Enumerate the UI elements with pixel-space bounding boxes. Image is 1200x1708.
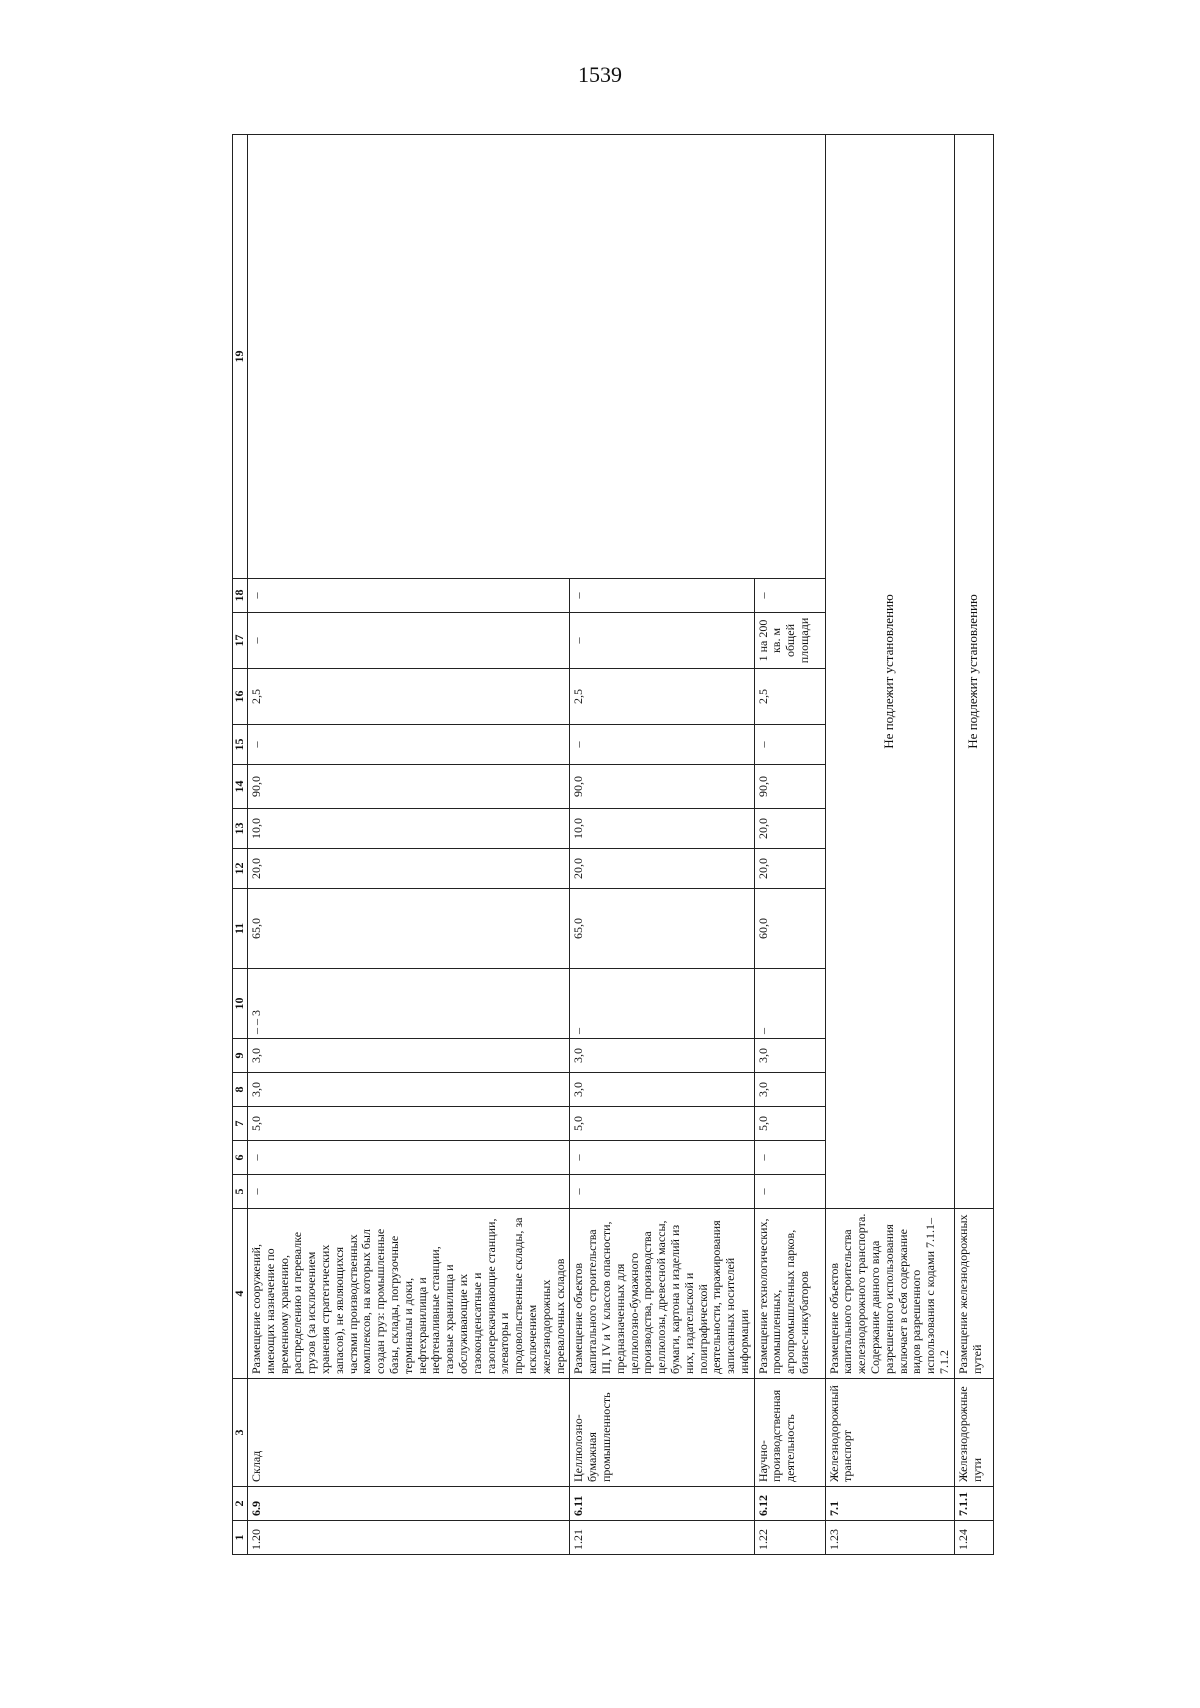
cell-17: – [570, 613, 754, 669]
use-description: Размещение сооружений, имеющих назначение по временному хранению, распределению и перевалке грузов (за исключением хранения стратегических запасов), не являющихся частями производственных комплексов, на которых был создан груз: промышленные базы, склады, погрузочные терминалы и доки, нефтехранилища и нефтеналивные станции, газовые хранилища и обслуживающие их газоконденсатные и газоперекачивающие станции, элеваторы и продовольственные склады, за исключением железнодорожных перевалочных складов [248, 1209, 570, 1379]
rotated-table-container [232, 135, 992, 1555]
use-code: 7.1 [825, 1487, 954, 1521]
cell-15: – [248, 725, 570, 765]
header-cell: 9 [233, 1039, 248, 1073]
header-cell: 4 [233, 1209, 248, 1379]
cell-8: 3,0 [570, 1073, 754, 1107]
cell-7: 5,0 [754, 1107, 825, 1141]
use-name: Железнодорожные пути [954, 1379, 993, 1487]
use-description: Размещение технологических, промышленных, агропромышленных парков, бизнес-инкубаторов [754, 1209, 825, 1379]
cell-13: 10,0 [248, 809, 570, 849]
header-cell: 18 [233, 579, 248, 613]
header-cell: 2 [233, 1487, 248, 1521]
header-cell: 16 [233, 669, 248, 725]
cell-12: 20,0 [248, 849, 570, 889]
row-number: 1.21 [570, 1521, 754, 1555]
cell-5: – [570, 1175, 754, 1209]
header-cell: 11 [233, 889, 248, 969]
use-name: Склад [248, 1379, 570, 1487]
use-code: 6.9 [248, 1487, 570, 1521]
cell-19 [248, 135, 826, 579]
cell-15: – [570, 725, 754, 765]
header-cell: 10 [233, 969, 248, 1039]
header-cell: 1 [233, 1521, 248, 1555]
cell-11: 60,0 [754, 889, 825, 969]
cell-14: 90,0 [248, 765, 570, 809]
cell-15: – [754, 725, 825, 765]
header-cell: 13 [233, 809, 248, 849]
cell-8: 3,0 [754, 1073, 825, 1107]
header-cell: 3 [233, 1379, 248, 1487]
cell-9: 3,0 [754, 1039, 825, 1073]
cell-18: – [248, 579, 570, 613]
header-cell: 5 [233, 1175, 248, 1209]
header-cell: 12 [233, 849, 248, 889]
page-number: 1539 [578, 62, 622, 87]
cell-12: 20,0 [754, 849, 825, 889]
cell-18: – [570, 579, 754, 613]
use-description: Размещение объектов капитального строительства III, IV и V классов опасности, предназначенных для целлюлозно-бумажного производства, производства целлюлозы, древесной массы, бумаги, картона и изделий из них, издательской и полиграфической деятельности, тиражирования записанных носителей информации [570, 1209, 754, 1379]
not-applicable-note: Не подлежит установлению [954, 135, 993, 1209]
header-cell: 14 [233, 765, 248, 809]
cell-9: 3,0 [570, 1039, 754, 1073]
cell-6: – [248, 1141, 570, 1175]
cell-17: – [248, 613, 570, 669]
use-name: Целлюлозно-бумажная промышленность [570, 1379, 754, 1487]
row-number: 1.24 [954, 1521, 993, 1555]
row-number: 1.22 [754, 1521, 825, 1555]
header-cell: 17 [233, 613, 248, 669]
cell-7: 5,0 [248, 1107, 570, 1141]
cell-11: 65,0 [570, 889, 754, 969]
header-row [233, 135, 248, 1555]
row-number: 1.20 [248, 1521, 570, 1555]
cell-5: – [754, 1175, 825, 1209]
use-name: Научно-производственная деятельность [754, 1379, 825, 1487]
cell-16: 2,5 [570, 669, 754, 725]
cell-17: 1 на 200 кв. м общей площади [754, 613, 825, 669]
cell-11: 65,0 [248, 889, 570, 969]
use-code: 6.12 [754, 1487, 825, 1521]
use-code: 7.1.1 [954, 1487, 993, 1521]
row-number: 1.23 [825, 1521, 954, 1555]
cell-10: – [754, 969, 825, 1039]
cell-14: 90,0 [754, 765, 825, 809]
cell-16: 2,5 [248, 669, 570, 725]
use-description: Размещение железнодорожных путей [954, 1209, 993, 1379]
cell-13: 20,0 [754, 809, 825, 849]
cell-9: 3,0 [248, 1039, 570, 1073]
header-cell: 19 [233, 135, 248, 579]
use-code: 6.11 [570, 1487, 754, 1521]
cell-13: 10,0 [570, 809, 754, 849]
header-cell: 8 [233, 1073, 248, 1107]
header-cell: 7 [233, 1107, 248, 1141]
cell-8: 3,0 [248, 1073, 570, 1107]
not-applicable-note: Не подлежит установлению [825, 135, 954, 1209]
land-use-table [232, 134, 994, 1555]
cell-14: 90,0 [570, 765, 754, 809]
cell-5: – [248, 1175, 570, 1209]
cell-6: – [570, 1141, 754, 1175]
cell-10: – – 3 [248, 969, 570, 1039]
cell-18: – [754, 579, 825, 613]
cell-12: 20,0 [570, 849, 754, 889]
cell-6: – [754, 1141, 825, 1175]
use-name: Железнодорожный транспорт [825, 1379, 954, 1487]
table-row [825, 135, 954, 1555]
table-row [248, 135, 570, 1555]
cell-7: 5,0 [570, 1107, 754, 1141]
header-cell: 6 [233, 1141, 248, 1175]
cell-10: – [570, 969, 754, 1039]
cell-16: 2,5 [754, 669, 825, 725]
header-cell: 15 [233, 725, 248, 765]
use-description: Размещение объектов капитального строительства железнодорожного транспорта. Содержание данного вида разрешенного использования включает в себя содержание видов разрешенного использования с кодами 7.1.1–7.1.2 [825, 1209, 954, 1379]
table-row [954, 135, 993, 1555]
